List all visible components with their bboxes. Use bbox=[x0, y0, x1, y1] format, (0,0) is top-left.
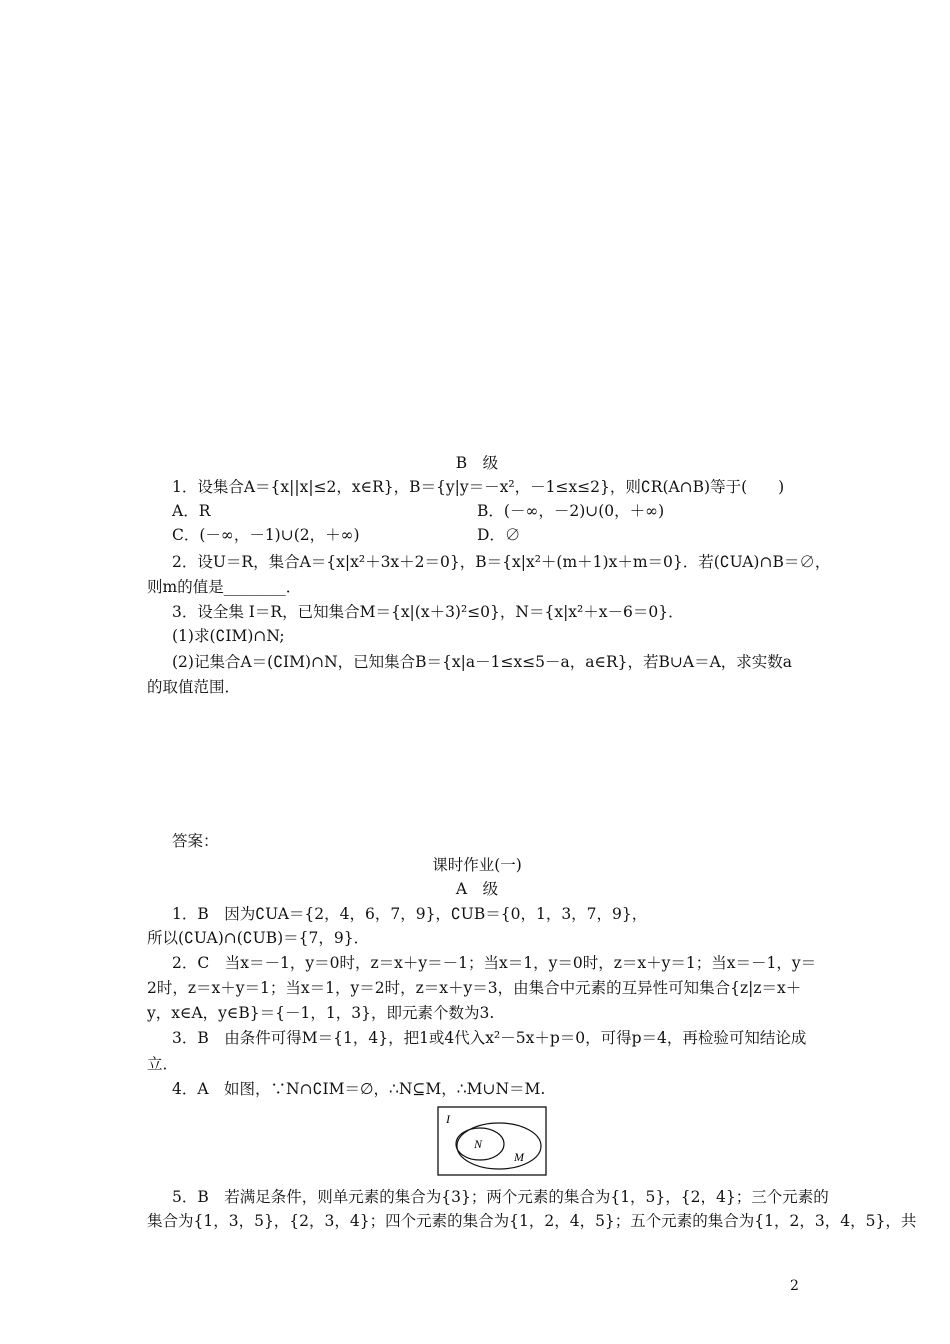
option-c: C．(－∞，－1)∪(2，＋∞) bbox=[172, 526, 360, 544]
answer-3-line-2: 立． bbox=[147, 1055, 179, 1073]
question-2-line-1: 2．设U＝R，集合A＝{x|x²＋3x＋2＝0}，B＝{x|x²＋(m＋1)x＋m＝0}．若(∁UA)∩B＝∅， bbox=[172, 553, 831, 571]
answer-1-line-1: 1．B 因为∁UA＝{2，4，6，7，9}，∁UB＝{0，1，3，7，9}， bbox=[172, 905, 648, 923]
venn-diagram bbox=[437, 1106, 547, 1176]
answer-1-line-2: 所以(∁UA)∩(∁UB)＝{7，9}． bbox=[147, 929, 370, 947]
answers-title: 课时作业(一) bbox=[432, 856, 522, 874]
question-1-stem: 1．设集合A＝{x||x|≤2，x∈R}，B＝{y|y＝－x²，－1≤x≤2}，则∁R(A∩B)等于( ) bbox=[172, 478, 785, 496]
venn-label-i: I bbox=[446, 1112, 450, 1126]
option-a: A．R bbox=[172, 502, 211, 520]
question-3-part-1: (1)求(∁IM)∩N; bbox=[172, 627, 285, 645]
question-2-line-2: 则m的值是________． bbox=[147, 578, 302, 596]
answer-4-line-1: 4．A 如图，∵N∩∁IM＝∅，∴N⊆M，∴M∪N＝M. bbox=[172, 1080, 546, 1098]
answer-3-line-1: 3．B 由条件可得M＝{1，4}，把1或4代入x²－5x＋p＝0，可得p＝4，再检验可知结论成 bbox=[172, 1029, 807, 1047]
question-3-part-2-line-2: 的取值范围． bbox=[147, 678, 241, 696]
page-number: 2 bbox=[790, 1278, 799, 1294]
section-b-heading: B 级 bbox=[455, 454, 499, 472]
option-d: D．∅ bbox=[477, 526, 521, 544]
answers-label: 答案： bbox=[172, 832, 219, 850]
question-1-options-row-1 bbox=[172, 500, 807, 522]
answer-2-line-3: y，x∈A，y∈B}＝{－1，1，3}，即元素个数为3. bbox=[147, 1004, 495, 1022]
venn-label-m: M bbox=[514, 1150, 524, 1164]
answer-5-line-2: 集合为{1，3，5}，{2，3，4}；四个元素的集合为{1，2，4，5}；五个元素的集合为{1，2，3，4，5}，共 bbox=[147, 1212, 917, 1230]
answer-2-line-1: 2．C 当x＝－1，y＝0时，z＝x＋y＝－1；当x＝1，y＝0时，z＝x＋y＝1；当x＝－1，y＝ bbox=[172, 954, 817, 972]
option-b: B．(－∞，－2)∪(0，＋∞) bbox=[477, 502, 665, 520]
venn-universe-rect bbox=[438, 1107, 546, 1175]
answer-5-line-1: 5．B 若满足条件，则单元素的集合为{3}；两个元素的集合为{1，5}，{2，4}；三个元素的 bbox=[172, 1188, 829, 1206]
question-1-options-row-2 bbox=[172, 524, 807, 546]
venn-label-n: N bbox=[474, 1137, 483, 1151]
answer-2-line-2: 2时，z＝x＋y＝1；当x＝1，y＝2时，z＝x＋y＝3，由集合中元素的互异性可知集合{z|z＝x＋ bbox=[147, 979, 802, 997]
question-3-part-2-line-1: (2)记集合A＝(∁IM)∩N，已知集合B＝{x|a－1≤x≤5－a，a∈R}，若B∪A＝A，求实数a bbox=[172, 653, 793, 671]
question-3-line-1: 3．设全集 I＝R，已知集合M＝{x|(x＋3)²≤0}，N＝{x|x²＋x－6＝0}． bbox=[172, 603, 684, 621]
answers-level: A 级 bbox=[455, 880, 499, 898]
